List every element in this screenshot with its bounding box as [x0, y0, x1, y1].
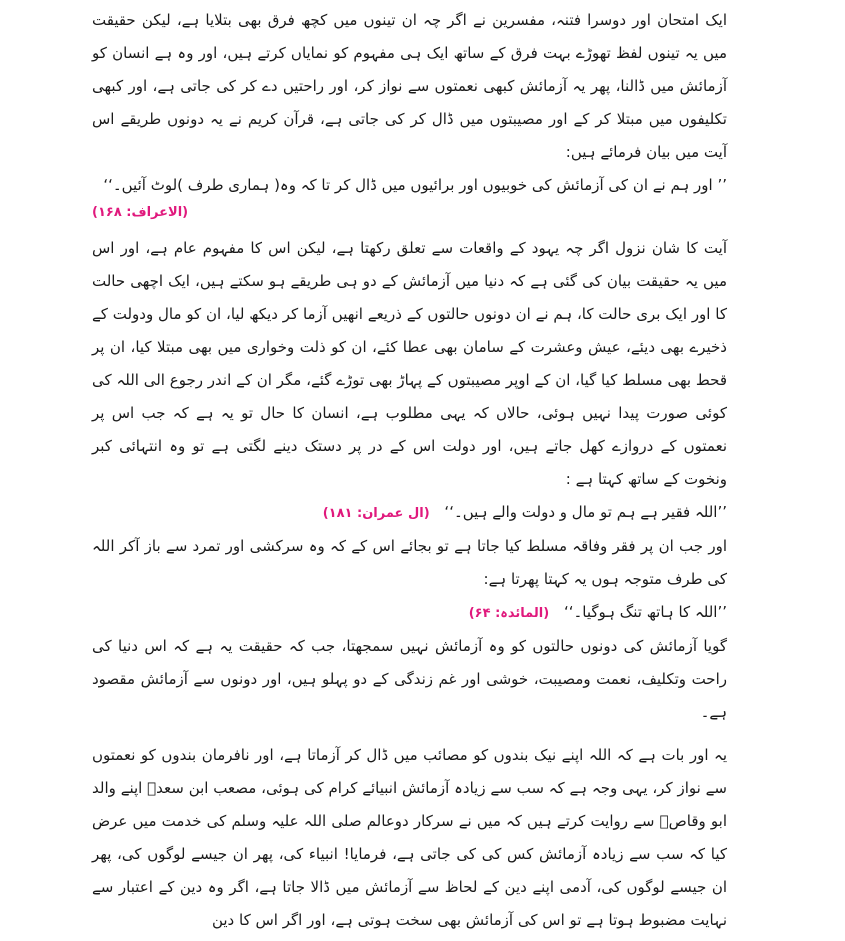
paragraph-4: گویا آزمائش کی دونوں حالتوں کو وہ آزمائش نہیں سمجھتا، جب کہ حقیقت یہ ہے کہ اس دنیا کی راحت وتکلیف، نعمت ومصیبت، خوشی اور غم زندگی کے دو پہلو ہیں، اور دونوں سے آزمائش مقصود ہے۔	[92, 637, 727, 721]
quote-araf: ’’ اور ہم نے ان کی آزمائش کی خوبیوں اور برائیوں میں ڈال کر تا کہ وہ( ہماری طرف )لوٹ آئیں۔‘‘	[103, 176, 727, 194]
quote-maidah-text: ’’اللہ کا ہاتھ تنگ ہوگیا۔‘‘	[563, 603, 727, 621]
reference-maidah: (المائدہ: ۶۴)	[468, 606, 550, 621]
paragraph-spacer	[92, 729, 727, 739]
reference-line-araf	[92, 202, 727, 224]
paragraph-1: ایک امتحان اور دوسرا فتنہ، مفسرین نے اگر چہ ان تینوں میں کچھ فرق بھی بتلایا ہے، لیکن حقیقت میں یہ تینوں لفظ تھوڑے بہت فرق کے ساتھ ایک ہی مفہوم کو نمایاں کرتے ہیں، اور وہ ہے انسان کو آزمائش میں ڈالنا، پھر یہ آزمائش کبھی نعمتوں سے نواز کر، اور راحتیں دے کر کی جاتی ہے، اور کبھی تکلیفوں میں مبتلا کر کے اور مصیبتوں میں ڈال کر کی جاتی ہے، قرآن کریم نے یہ دونوں طریقے اس آیت میں بیان فرمائے ہیں:	[92, 11, 727, 161]
quote-al-imran	[92, 496, 727, 530]
paragraph-2: آیت کا شان نزول اگر چہ یہود کے واقعات سے تعلق رکھتا ہے، لیکن اس کا مفہوم عام ہے، اور اس میں یہ حقیقت بیان کی گئی ہے کہ دنیا میں آزمائش کے دو ہی طریقے ہو سکتے ہیں، ایک اچھی حالت کا اور ایک بری حالت کا، ہم نے ان دونوں حالتوں کے ذریعے انھیں آزما کر دیکھ لیا، ان کو مال ودولت کے ذخیرے بھی دیئے، عیش وعشرت کے سامان بھی عطا کئے، ان کو ذلت وخواری میں بھی مبتلا کیا، ان پر قحط بھی مسلط کیا گیا، ان کے اوپر مصیبتوں کے پہاڑ بھی توڑے گئے، مگر ان کے اندر رجوع الی اللہ کی کوئی صورت پیدا نہیں ہوئی، حالاں کہ یہی مطلوب ہے، انسان کا حال تو یہ ہے کہ جب اس پر نعمتوں کے دروازے کھل جاتے ہیں، اور دولت اس کے در پر دستک دینے لگتی ہے تو وہ انتہائی کبر ونخوت کے ساتھ کہتا ہے :	[92, 239, 727, 488]
quote-al-imran-text: ’’اللہ فقیر ہے ہم تو مال و دولت والے ہیں۔‘‘	[444, 503, 727, 521]
document-page	[92, 4, 727, 937]
reference-al-imran: (ال عمران: ۱۸۱)	[322, 506, 430, 521]
paragraph-3: اور جب ان پر فقر وفاقہ مسلط کیا جاتا ہے تو بجائے اس کے کہ وہ سرکشی اور تمرد سے باز آکر اللہ کی طرف متوجہ ہوں یہ کہتا پھرتا ہے:	[92, 537, 727, 588]
reference-araf: (الاعراف: ۱۶۸)	[92, 205, 189, 220]
quote-maidah	[92, 596, 727, 630]
paragraph-5: یہ اور بات ہے کہ اللہ اپنے نیک بندوں کو مصائب میں ڈال کر آزماتا ہے، اور نافرمان بندوں کو نعمتوں سے نواز کر، یہی وجہ ہے کہ سب سے زیادہ آزمائش انبیائے کرام کی ہوئی، مصعب ابن سعدؓ اپنے والد ابو وقاصؓ سے روایت کرتے ہیں کہ میں نے سرکار دوعالم صلی اللہ علیہ وسلم کی خدمت میں عرض کیا کہ سب سے زیادہ آزمائش کس کی کی جاتی ہے، فرمایا! انبیاء کی، پھر ان جیسے لوگوں کی، پھر ان جیسے لوگوں کی، آدمی اپنے دین کے لحاظ سے آزمائش میں ڈالا جاتا ہے، اگر وہ دین کے اعتبار سے نہایت مضبوط ہوتا ہے تو اس کی آزمائش بھی سخت ہوتی ہے، اور اگر اس کا دین	[92, 746, 727, 929]
